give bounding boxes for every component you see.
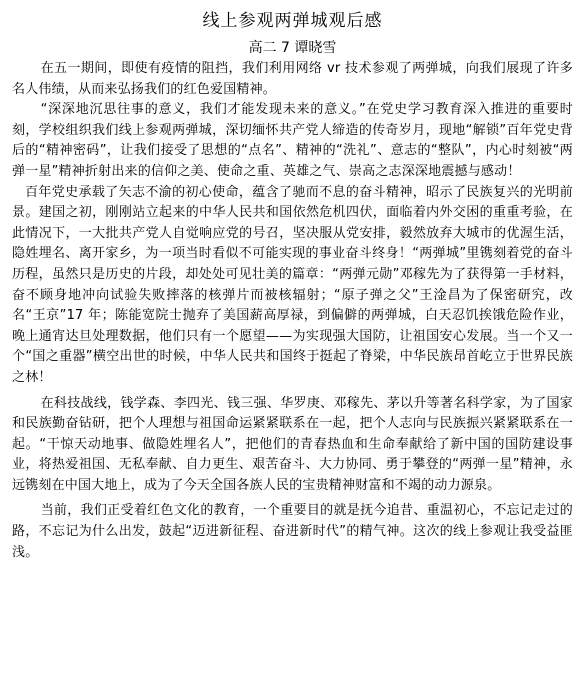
paragraph-conclusion: 当前，我们正受着红色文化的教育，一个重要目的就是抚今追昔、重温初心，不忘记走过的路，不忘记为什么出发，鼓起“迈进新征程、奋进新时代”的精气神。这次的线上参观让我受益匪浅。 — [12, 503, 573, 560]
paragraph-history: 百年党史承载了矢志不渝的初心使命，蕴含了驰而不息的奋斗精神，昭示了民族复兴的光明前景。建国之初，刚刚站立起来的中华人民共和国依然危机四伏，面临着内外交困的重重考验，在此情况下，一大批共产党人自觉响应党的号召，坚决服从党安排，毅然放弃大城市的优渥生活，隐姓埋名、离开家乡，为一项当时看似不可能实现的事业奋斗终身！“两弹城”里镌刻着党的奋斗历程，虽然只是历史的片段，却处处可见壮美的篇章：“两弹元勋”邓稼先为了获得第一手材料，奋不顾身地冲向试验失败摔落的核弹片而被核辐射；“原子弹之父”王淦昌为了保密研究，改名“王京”17 年；陈能宽院士抛弃了美国薪高厚禄，到偏僻的两弹城，白天忍饥挨饿危险作业，晚上通宵达旦处理数据，他们只有一个愿望——为实现强大国防，让祖国安心发展。当一个又一个“国之重器”横空出世的时候，中华人民共和国终于挺起了脊梁，中华民族昂首屹立于世界民族之林！ — [12, 184, 573, 385]
paragraph-intro: 在五一期间，即使有疫情的阻挡，我们利用网络 vr 技术参观了两弹城，向我们展现了许多名人伟绩，从而来弘扬我们的红色爱国精神。 — [12, 61, 573, 97]
document-title: 线上参观两弹城观后感 — [202, 11, 383, 31]
paragraph-quote: “深深地沉思往事的意义，我们才能发现未来的意义。”在党史学习教育深入推进的重要时刻，学校组织我们线上参观两弹城，深切缅怀共产党人缔造的传奇岁月，现地“解锁”百年党史背后的“精神密码”，让我们接受了思想的“点名”、精神的“洗礼”、意志的“整队”，内心时刻被“两弹一星”精神折射出来的信仰之美、使命之重、英雄之气、崇高之志深深地震撼与感动！ — [12, 102, 573, 179]
paragraph-scientists: 在科技战线，钱学森、李四光、钱三强、华罗庚、邓稼先、茅以升等著名科学家，为了国家和民族勤奋钻研，把个人理想与祖国命运紧紧联系在一起，把个人志向与民族振兴紧紧联系在一起。“干惊天动地事、做隐姓埋名人”，把他们的青春热血和生命奉献给了新中国的国防建设事业，将热爱祖国、无私奉献、自力更生、艰苦奋斗、大力协同、勇于攀登的“两弹一星”精神，永远镌刻在中国大地上，成为了今天全国各族人民的宝贵精神财富和不竭的动力源泉。 — [12, 395, 573, 493]
author-line: 高二 7 谭晓雪 — [248, 40, 337, 56]
